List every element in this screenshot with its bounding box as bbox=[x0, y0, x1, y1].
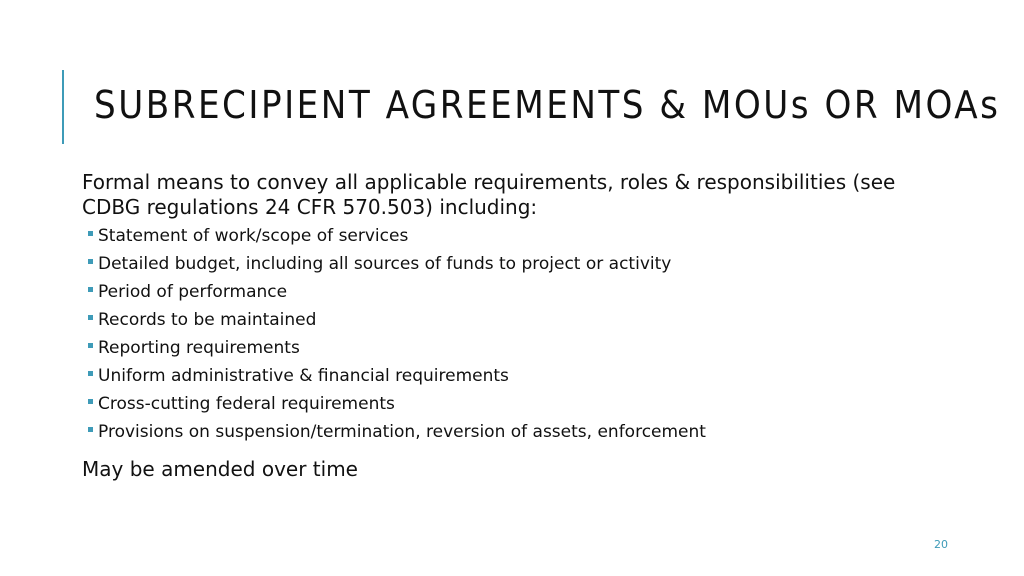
page-number: 20 bbox=[934, 538, 948, 551]
square-bullet-icon bbox=[88, 343, 93, 348]
square-bullet-icon bbox=[88, 315, 93, 320]
list-item-text: Reporting requirements bbox=[98, 338, 300, 358]
list-item bbox=[88, 390, 706, 418]
square-bullet-icon bbox=[88, 259, 93, 264]
list-item bbox=[88, 362, 706, 390]
intro-paragraph: Formal means to convey all applicable requirements, roles & responsibilities (see CDBG regulations 24 CFR 570.503) including: bbox=[82, 170, 896, 219]
list-item-text: Cross-cutting federal requirements bbox=[98, 394, 395, 414]
list-item-text: Records to be maintained bbox=[98, 310, 317, 330]
title-accent-bar bbox=[62, 70, 64, 144]
closing-statement: May be amended over time bbox=[82, 457, 358, 481]
list-item-text: Statement of work/scope of services bbox=[98, 226, 409, 246]
list-item-text: Uniform administrative & financial requirements bbox=[98, 366, 509, 386]
square-bullet-icon bbox=[88, 371, 93, 376]
list-item-text: Period of performance bbox=[98, 282, 288, 302]
list-item bbox=[88, 250, 706, 278]
square-bullet-icon bbox=[88, 399, 93, 404]
list-item bbox=[88, 418, 706, 446]
list-item bbox=[88, 306, 706, 334]
list-item bbox=[88, 334, 706, 362]
square-bullet-icon bbox=[88, 287, 93, 292]
list-item bbox=[88, 278, 706, 306]
list-item-text: Provisions on suspension/termination, reversion of assets, enforcement bbox=[98, 422, 706, 442]
list-item bbox=[88, 222, 706, 250]
square-bullet-icon bbox=[88, 427, 93, 432]
square-bullet-icon bbox=[88, 231, 93, 236]
requirements-list bbox=[88, 222, 706, 446]
list-item-text: Detailed budget, including all sources of funds to project or activity bbox=[98, 254, 672, 274]
slide-title: SUBRECIPIENT AGREEMENTS & MOUs OR MOAs bbox=[94, 83, 1001, 127]
